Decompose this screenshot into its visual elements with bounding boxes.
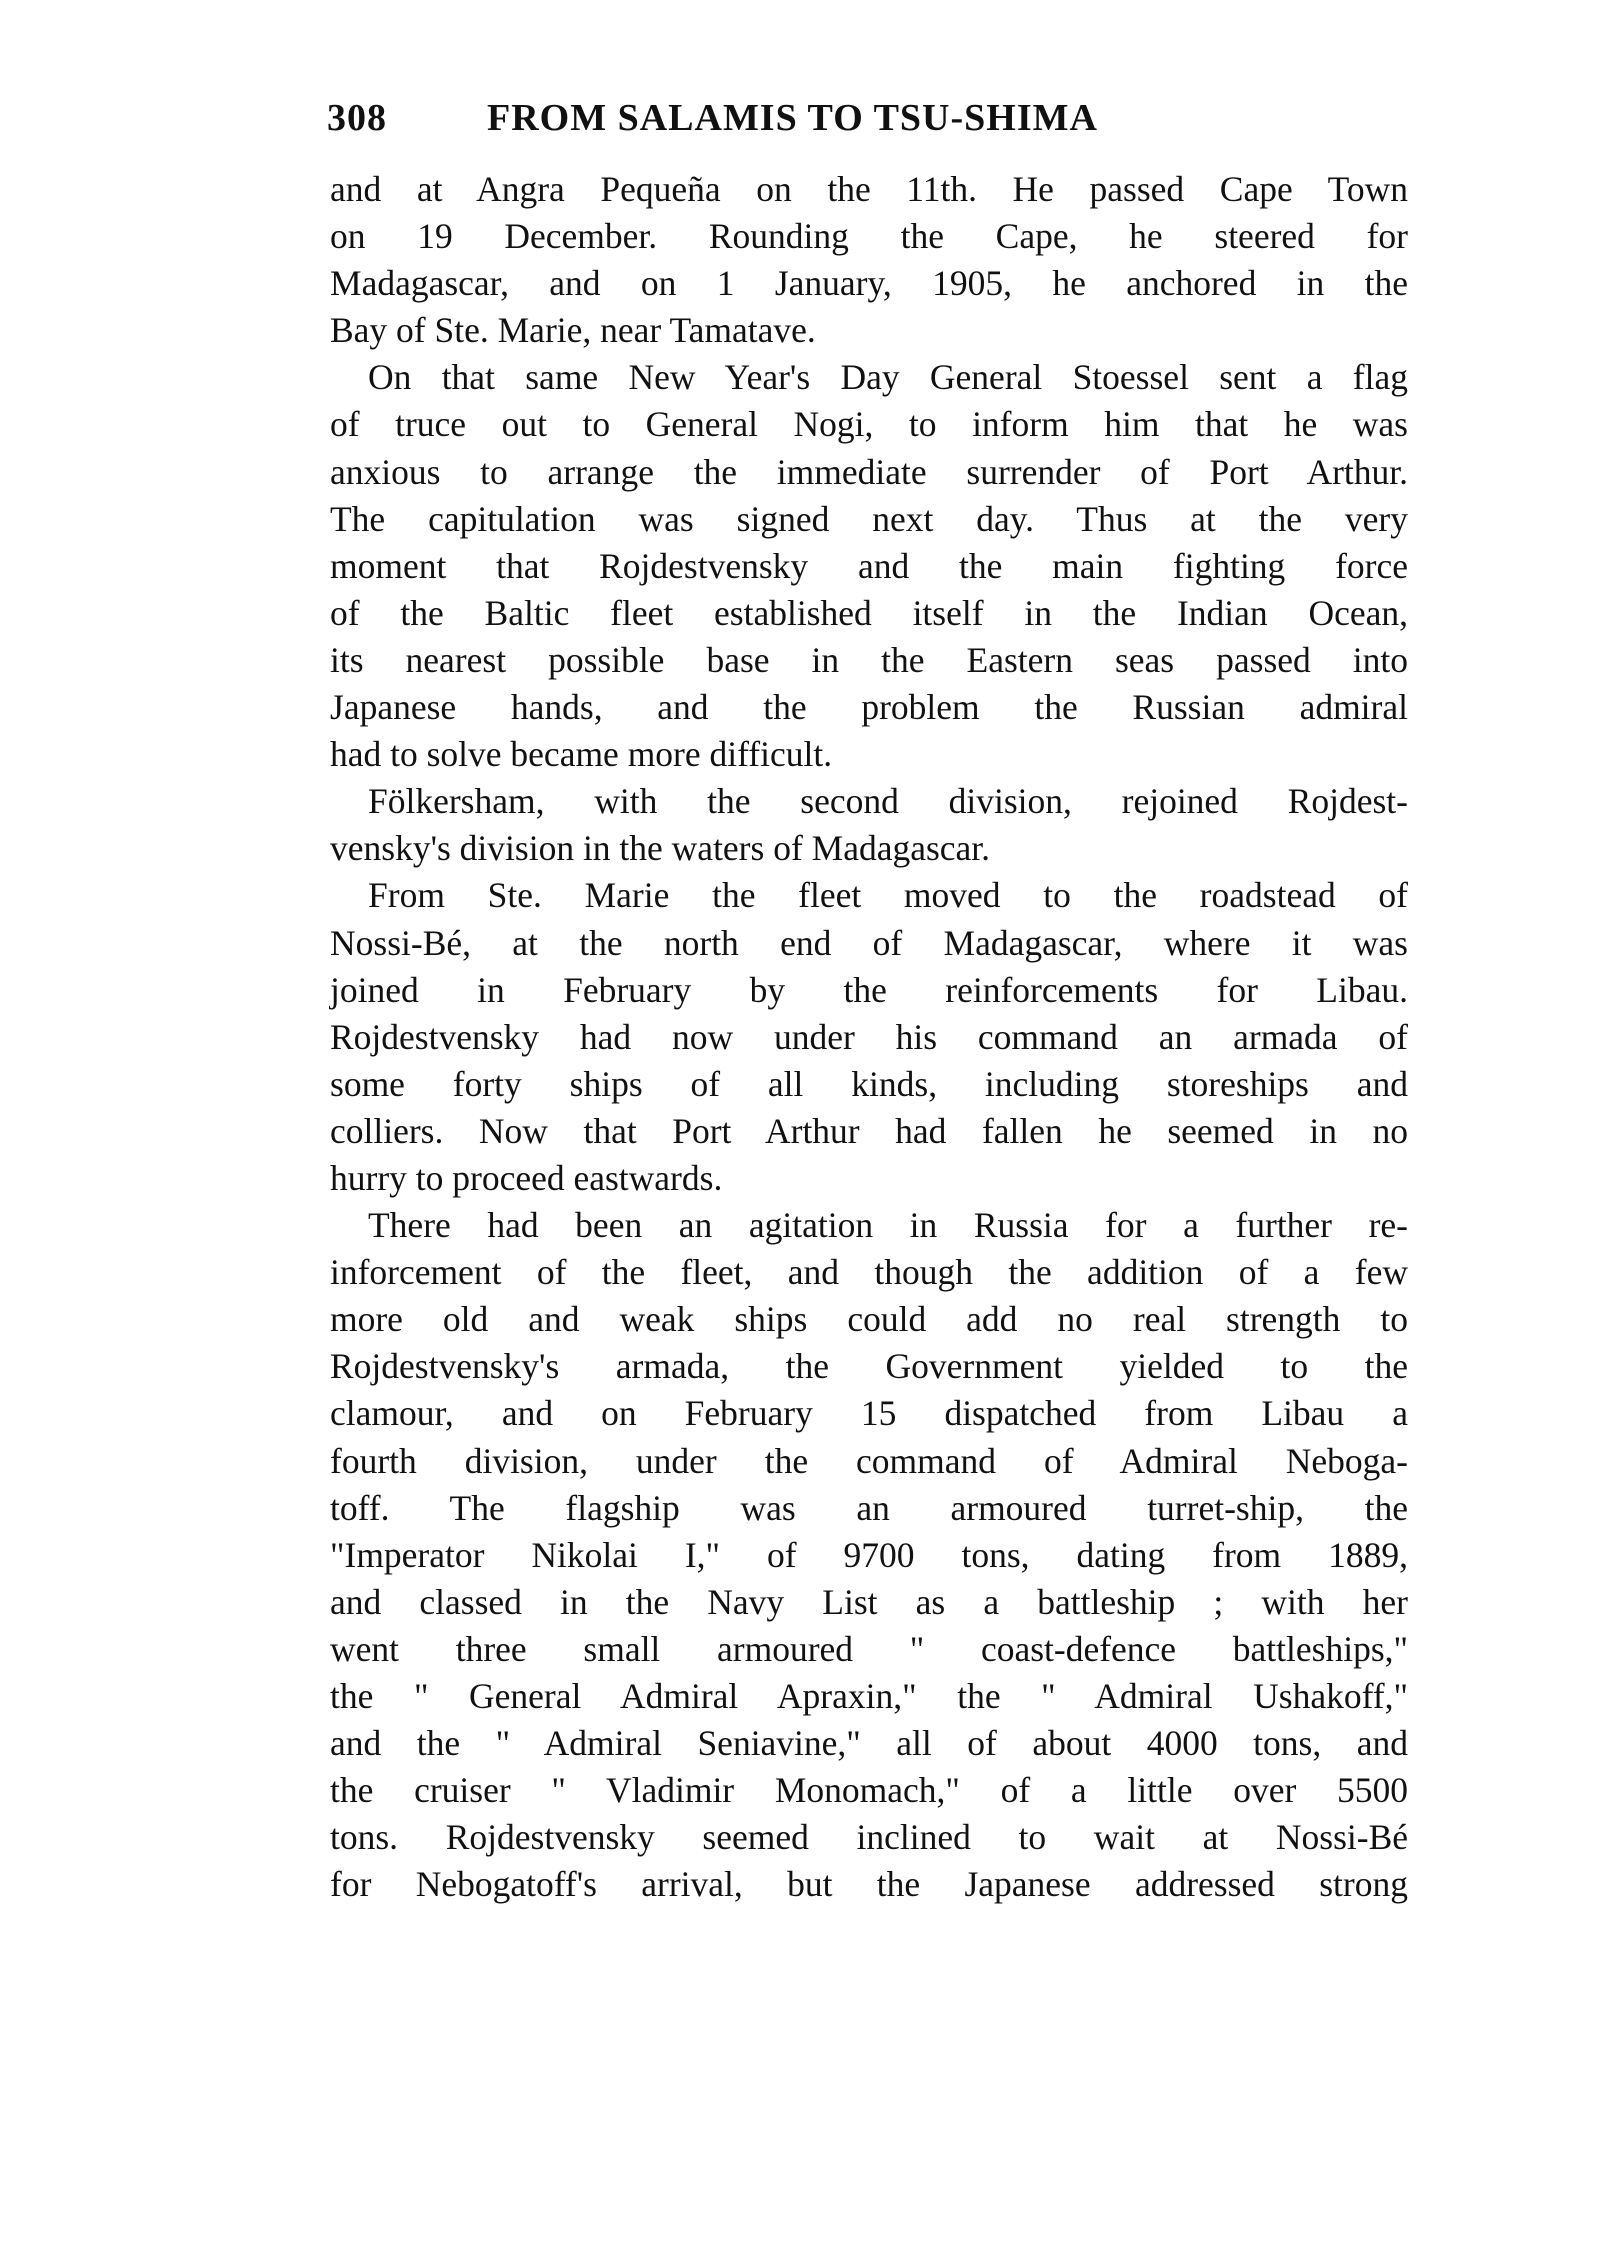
text-line: of the Baltic fleet established itself in the Indian Ocean, [330,592,1408,633]
page-number: 308 [327,97,387,139]
text-line: went three small armoured " coast-defence battleships," [330,1628,1408,1669]
paragraph-2 [330,354,1408,778]
paragraph-5 [330,1202,1408,1908]
page-header [327,96,1407,156]
text-line: and the " Admiral Seniavine," all of about 4000 tons, and [330,1723,1408,1764]
text-line: toff. The flagship was an armoured turret-ship, the [330,1487,1408,1528]
text-line: on 19 December. Rounding the Cape, he steered for [330,216,1408,257]
text-line: the cruiser " Vladimir Monomach," of a little over 5500 [330,1770,1408,1811]
text-line: "Imperator Nikolai I," of 9700 tons, dating from 1889, [330,1534,1408,1575]
text-line: moment that Rojdestvensky and the main fighting force [330,545,1408,586]
text-line: Japanese hands, and the problem the Russian admiral [330,687,1408,728]
text-line: colliers. Now that Port Arthur had fallen he seemed in no [330,1110,1408,1151]
text-line: had to solve became more difficult. [330,734,833,775]
text-line: the " General Admiral Apraxin," the " Admiral Ushakoff," [330,1676,1408,1716]
text-line: and at Angra Pequeña on the 11th. He passed Cape Town [330,169,1408,209]
text-line: inforcement of the fleet, and though the addition of a few [330,1252,1408,1293]
body-text [330,166,1408,1908]
text-line: Fölkersham, with the second division, rejoined Rojdest- [368,781,1408,822]
text-line: its nearest possible base in the Eastern seas passed into [330,639,1408,680]
text-line: anxious to arrange the immediate surrender of Port Arthur. [330,451,1408,492]
text-line: The capitulation was signed next day. Thus at the very [330,498,1408,539]
paragraph-3 [330,778,1408,872]
text-line: vensky's division in the waters of Madagascar. [330,828,991,869]
text-line: On that same New Year's Day General Stoessel sent a flag [368,357,1408,398]
text-line: for Nebogatoff's arrival, but the Japanese addressed strong [330,1864,1408,1905]
paragraph-1 [330,166,1408,354]
text-line: Bay of Ste. Marie, near Tamatave. [330,310,816,351]
text-line: Rojdestvensky's armada, the Government yielded to the [330,1346,1408,1387]
text-line: more old and weak ships could add no real strength to [330,1299,1408,1340]
text-line: Nossi-Bé, at the north end of Madagascar, where it was [330,922,1408,963]
text-line: joined in February by the reinforcements for Libau. [330,969,1408,1010]
text-line: Madagascar, and on 1 January, 1905, he anchored in the [330,263,1408,304]
text-line: fourth division, under the command of Admiral Neboga- [330,1440,1408,1481]
text-line: and classed in the Navy List as a battleship ; with her [330,1581,1408,1622]
paragraph-4 [330,872,1408,1202]
text-line: There had been an agitation in Russia for a further re- [368,1205,1408,1246]
text-line: clamour, and on February 15 dispatched from Libau a [330,1393,1408,1434]
running-title: FROM SALAMIS TO TSU-SHIMA [487,97,1098,139]
text-line: of truce out to General Nogi, to inform him that he was [330,404,1408,445]
text-line: some forty ships of all kinds, including storeships and [330,1063,1408,1104]
text-line: Rojdestvensky had now under his command an armada of [330,1016,1408,1057]
text-line: tons. Rojdestvensky seemed inclined to wait at Nossi-Bé [330,1817,1408,1858]
text-line: From Ste. Marie the fleet moved to the roadstead of [368,875,1408,916]
text-line: hurry to proceed eastwards. [330,1157,723,1198]
